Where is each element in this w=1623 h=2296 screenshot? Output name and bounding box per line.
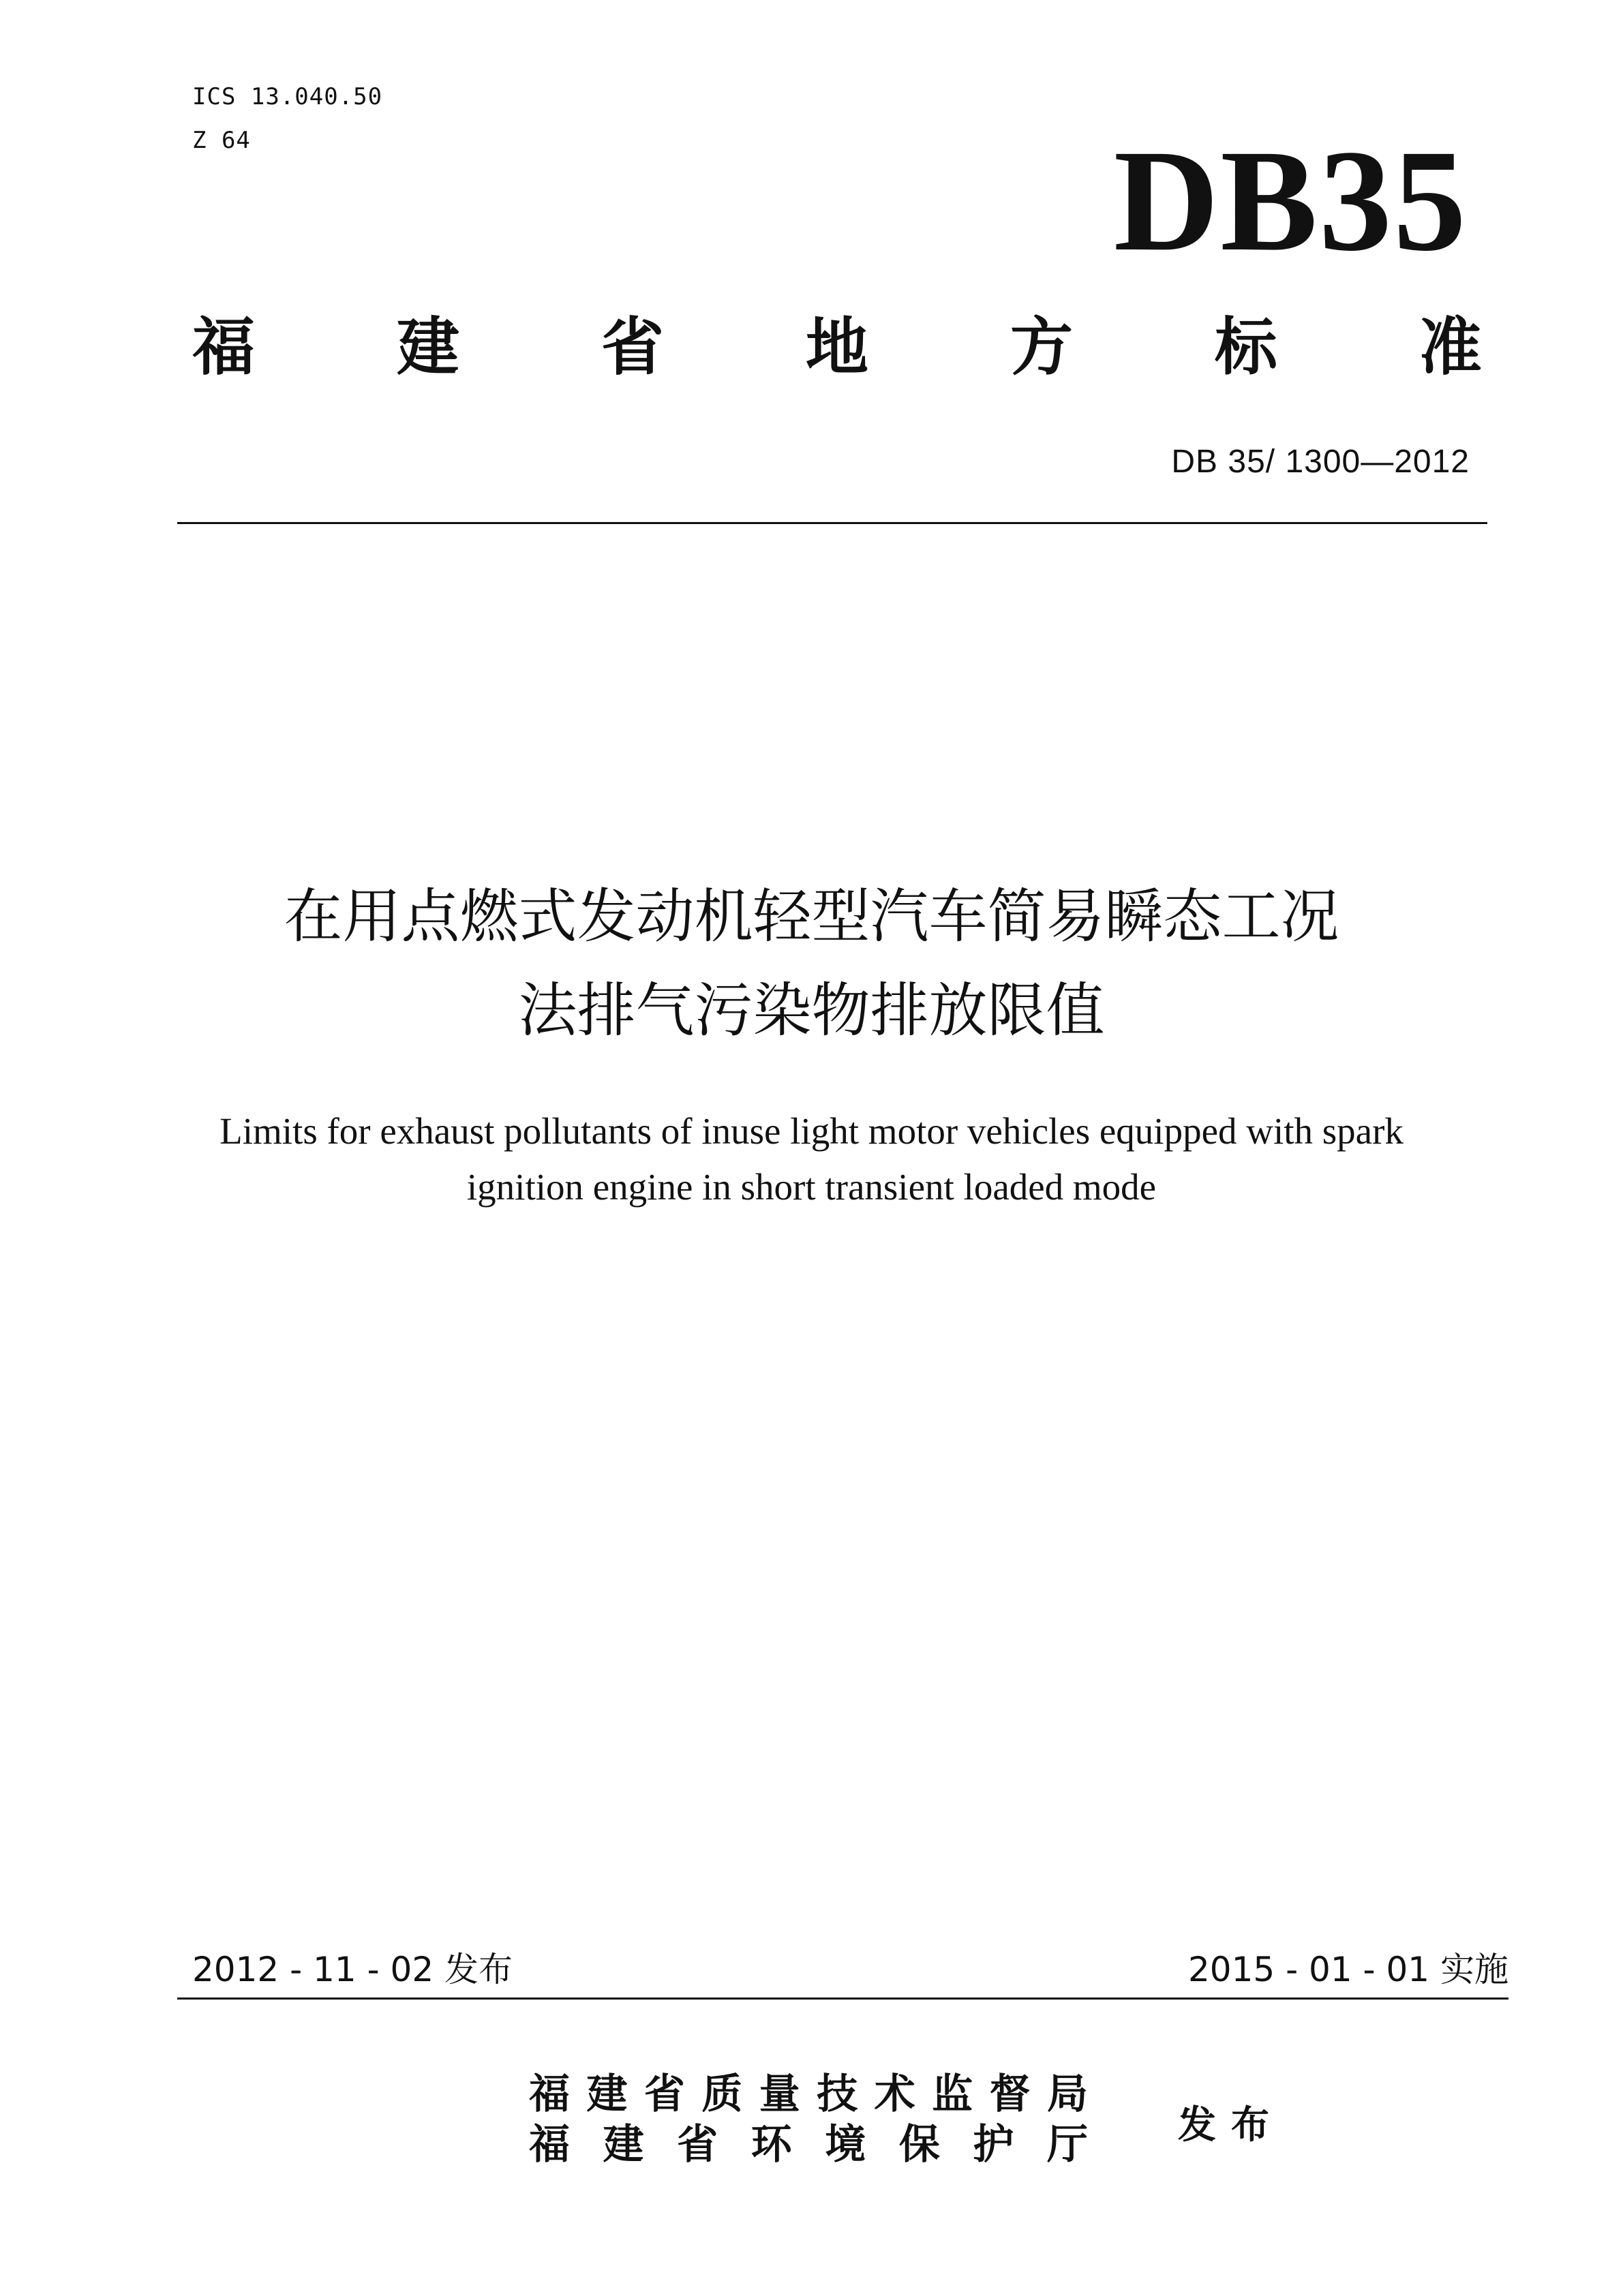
header-divider	[177, 522, 1487, 524]
authority-char: 境	[825, 2121, 866, 2169]
publish-label: 发布	[1178, 2103, 1284, 2147]
standard-type-char: 标	[1214, 311, 1277, 384]
issuing-authority-1	[529, 2070, 1088, 2118]
authority-char: 省	[677, 2121, 718, 2169]
authority-char: 建	[603, 2121, 644, 2169]
standard-type-char: 准	[1419, 311, 1482, 384]
db-logo: DB35	[1113, 120, 1468, 281]
standard-type-heading	[192, 311, 1482, 384]
standard-type-char: 方	[1010, 311, 1073, 384]
authority-char: 护	[973, 2121, 1014, 2169]
authority-char: 厅	[1046, 2121, 1088, 2169]
authority-char: 术	[874, 2070, 915, 2118]
implementation-date: 2015 - 01 - 01 实施	[1187, 1950, 1508, 1989]
authority-char: 监	[932, 2070, 973, 2118]
authority-char: 技	[817, 2070, 858, 2118]
chinese-title-line-1: 在用点燃式发动机轻型汽车简易瞬态工况	[284, 883, 1339, 951]
standard-number: DB 35/ 1300—2012	[1171, 444, 1470, 480]
authority-char: 保	[898, 2121, 940, 2169]
standard-type-char: 省	[601, 311, 664, 384]
footer-divider	[177, 1997, 1508, 2000]
authority-char: 质	[701, 2070, 743, 2118]
authority-char: 建	[586, 2070, 628, 2118]
issuing-authority-2	[529, 2121, 1088, 2169]
english-title-line-1: Limits for exhaust pollutants of inuse light motor vehicles equipped with spark	[219, 1110, 1404, 1152]
standard-type-char: 建	[396, 311, 459, 384]
chinese-title-line-2: 法排气污染物排放限值	[518, 977, 1105, 1045]
issue-date: 2012 - 11 - 02 发布	[192, 1950, 513, 1989]
authority-char: 福	[529, 2121, 570, 2169]
classification-code: Z 64	[192, 127, 251, 154]
ics-code: ICS 13.040.50	[192, 83, 383, 110]
authority-char: 督	[989, 2070, 1031, 2118]
authority-char: 省	[643, 2070, 685, 2118]
authority-char: 局	[1046, 2070, 1088, 2118]
authority-char: 福	[529, 2070, 570, 2118]
authority-char: 环	[750, 2121, 792, 2169]
standard-type-char: 福	[192, 311, 256, 384]
english-title-line-2: ignition engine in short transient loaded mode	[466, 1166, 1157, 1208]
authority-char: 量	[759, 2070, 800, 2118]
standard-type-char: 地	[805, 311, 868, 384]
